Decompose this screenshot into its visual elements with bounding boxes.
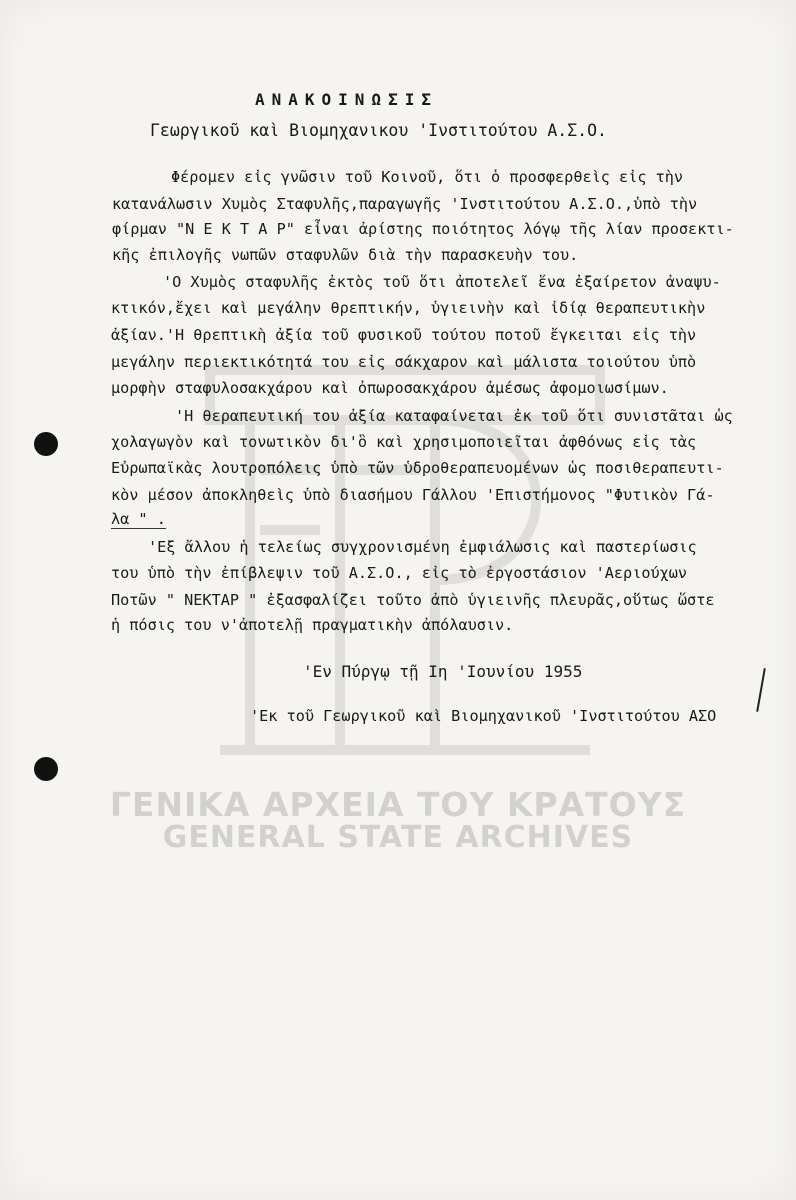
- text-line: Εὐρωπαϊκὰς λουτροπόλεις ὑπὸ τῶν ὑδροθεραπευομένων ὡς ποσιθεραπευτι-: [111, 459, 724, 477]
- punch-hole-top: [34, 432, 58, 456]
- text-line: ἀξίαν.'Η θρεπτικὴ ἀξία τοῦ φυσικοῦ τούτου ποτοῦ ἔγκειται εἰς τὴν: [111, 326, 697, 344]
- text-line: του ὑπὸ τὴν ἐπίβλεψιν τοῦ Α.Σ.Ο., εἰς τὸ ἐργοστάσιον 'Αεριούχων: [111, 564, 688, 582]
- document-subtitle: Γεωργικοῦ καὶ Βιομηχανικου 'Ινστιτούτου Α.Σ.Ο.: [150, 121, 607, 140]
- text-line: λα " .: [111, 510, 166, 528]
- punch-hole-bottom: [34, 757, 58, 781]
- signature-line: 'Εκ τοῦ Γεωργικοῦ καὶ Βιομηχανικοῦ 'Ινστιτούτου ΑΣΟ: [250, 707, 717, 725]
- text-line: 'Η θεραπευτική του ἀξία καταφαίνεται ἐκ τοῦ ὅτι συνιστᾶται ὡς: [175, 407, 733, 425]
- text-line: Φέρομεν εἰς γνῶσιν τοῦ Κοινοῦ, ὅτι ὁ προσφερθεὶς εἰς τὴν: [171, 168, 684, 186]
- text-line: μορφὴν σταφυλοσακχάρου καὶ ὀπωροσακχάρου ἀμέσως ἀφομοιωσίμων.: [111, 379, 669, 397]
- document-title: ΑΝΑΚΟΙΝΩΣΙΣ: [255, 90, 438, 109]
- text-line: κὸν μέσον ἀποκληθεὶς ὑπὸ διασήμου Γάλλου 'Επιστήμονος "Φυτικὸν Γά-: [111, 486, 715, 504]
- pen-mark: [756, 668, 766, 712]
- text-line: κῆς ἐπιλογῆς νωπῶν σταφυλῶν διὰ τὴν παρασκευὴν του.: [112, 246, 579, 264]
- watermark-english: GENERAL STATE ARCHIVES: [162, 820, 634, 855]
- text-line: κατανάλωσιν Χυμὸς Σταφυλῆς,παραγωγῆς 'Ινστιτούτου Α.Σ.Ο.,ὑπὸ τὴν: [112, 195, 698, 213]
- text-line: ἡ πόσις του ν'ἀποτελῇ πραγματικὴν ἀπόλαυσιν.: [111, 616, 514, 634]
- text-line: φίρμαν "Ν Ε Κ Τ Α Ρ" εἶναι ἀρίστης ποιότητος λόγῳ τῆς λίαν προσεκτι-: [112, 220, 734, 238]
- watermark-greek: ΓΕΝΙΚΑ ΑΡΧΕΙΑ ΤΟΥ ΚΡΑΤΟΥΣ: [109, 785, 687, 824]
- text-line: 'Ο Χυμὸς σταφυλῆς ἐκτὸς τοῦ ὅτι ἀποτελεῖ ἕνα ἐξαίρετον ἀναψυ-: [163, 273, 721, 291]
- place-date: 'Εν Πύργῳ τῇ Ιη 'Ιουνίου 1955: [303, 662, 583, 681]
- text-line: μεγάλην περιεκτικότητά του εἰς σάκχαρον καὶ μάλιστα τοιούτου ὑπὸ: [111, 353, 697, 371]
- text-line: 'Εξ ἄλλου ἡ τελείως συγχρονισμένη ἐμφιάλωσις καὶ παστερίωσις: [148, 538, 697, 556]
- text-line: κτικόν,ἔχει καὶ μεγάλην θρεπτικήν, ὑγιεινὴν καὶ ἰδίᾳ θεραπευτικὴν: [111, 299, 706, 317]
- text-line: χολαγωγὸν καὶ τονωτικὸν δι'ὃ καὶ χρησιμοποιεῖται ἀφθόνως εἰς τὰς: [111, 433, 697, 451]
- text-line: Ποτῶν " ΝΕΚΤΑΡ " ἐξασφαλίζει τοῦτο ἀπὸ ὑγιεινῆς πλευρᾶς,οὕτως ὥστε: [111, 591, 715, 609]
